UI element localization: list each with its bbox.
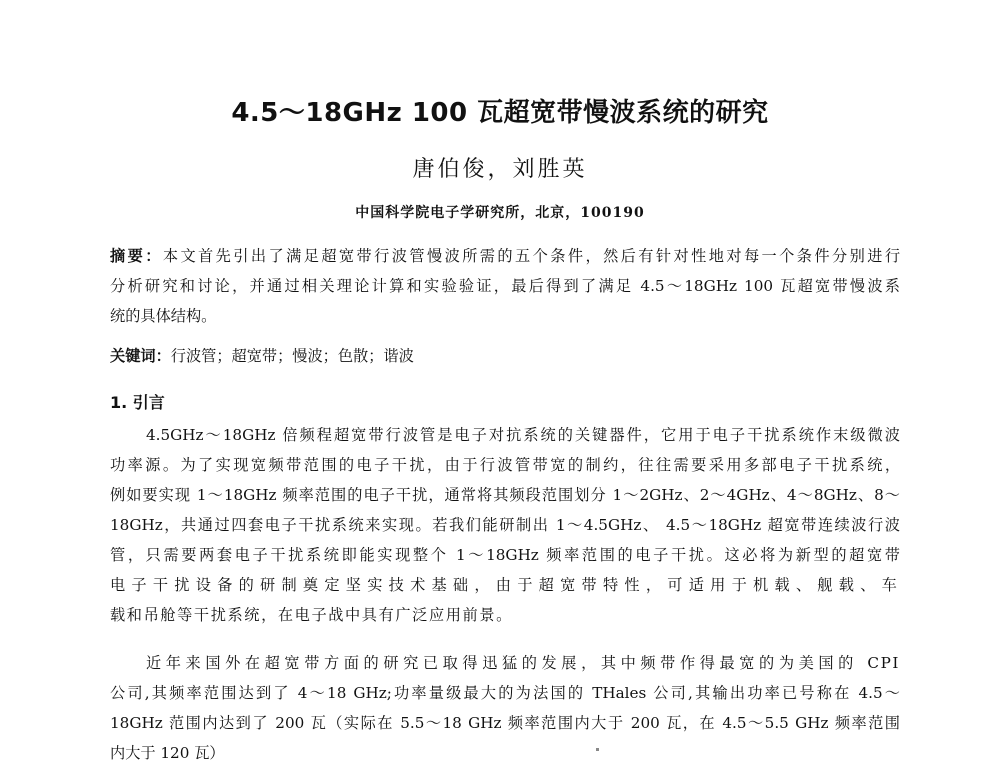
abstract (110, 241, 900, 331)
keywords-line (110, 341, 900, 371)
paragraph-line: 内大于 120 瓦） (110, 744, 225, 762)
paper-title: 4.5～18GHz 100 瓦超宽带慢波系统的研究 (231, 98, 769, 128)
paper-affiliation: 中国科学院电子学研究所，北京，100190 (355, 205, 645, 221)
paragraph-line: 近年来国外在超宽带方面的研究已取得迅猛的发展，其中频带作得最宽的为美国的 CPI (146, 654, 900, 672)
abstract-line (110, 241, 900, 271)
abstract-line: 统的具体结构。 (110, 307, 217, 325)
abstract-line: 分析研究和讨论，并通过相关理论计算和实验验证，最后得到了满足 4.5～18GHz 100 瓦超宽带慢波系 (110, 277, 900, 295)
paragraph-line: 公司,其频率范围达到了 4～18 GHz;功率量级最大的为法国的 THales 公司,其输出功率已号称在 4.5～ (110, 684, 900, 702)
scan-speck (596, 748, 599, 751)
keywords-text: 行波管；超宽带；慢波；色散；谐波 (170, 347, 414, 365)
section-heading: 1. 引言 (110, 393, 165, 412)
paragraph-line: 管，只需要两套电子干扰系统即能实现整个 1～18GHz 频率范围的电子干扰。这必将为新型的超宽带 (110, 546, 900, 564)
paragraph-line: 4.5GHz～18GHz 倍频程超宽带行波管是电子对抗系统的关键器件，它用于电子干扰系统作末级微波 (146, 426, 900, 444)
intro-paragraph-1 (110, 420, 900, 630)
paragraph-line: 电子干扰设备的研制奠定坚实技术基础，由于超宽带特性，可适用于机载、舰载、车 (110, 576, 900, 594)
paragraph-line: 18GHz，共通过四套电子干扰系统来实现。若我们能研制出 1～4.5GHz、 4.5～18GHz 超宽带连续波行波 (110, 516, 900, 534)
paragraph-line: 18GHz 范围内达到了 200 瓦（实际在 5.5～18 GHz 频率范围内大于 200 瓦，在 4.5～5.5 GHz 频率范围 (110, 714, 900, 732)
paragraph-line: 载和吊舱等干扰系统，在电子战中具有广泛应用前景。 (110, 606, 513, 624)
abstract-text: 本文首先引出了满足超宽带行波管慢波所需的五个条件，然后有针对性地对每一个条件分别进行 (162, 247, 900, 265)
paper-authors: 唐伯俊，刘胜英 (412, 157, 588, 182)
intro-paragraph-2 (110, 648, 900, 768)
paragraph-line: 例如要实现 1～18GHz 频率范围的电子干扰，通常将其频段范围划分 1～2GHz、2～4GHz、4～8GHz、8～ (110, 486, 900, 504)
paragraph-line: 功率源。为了实现宽频带范围的电子干扰，由于行波管带宽的制约，往往需要采用多部电子干扰系统， (110, 456, 900, 474)
keywords-label: 关键词： (110, 347, 171, 365)
abstract-label: 摘要： (110, 247, 163, 265)
keywords (110, 341, 900, 371)
